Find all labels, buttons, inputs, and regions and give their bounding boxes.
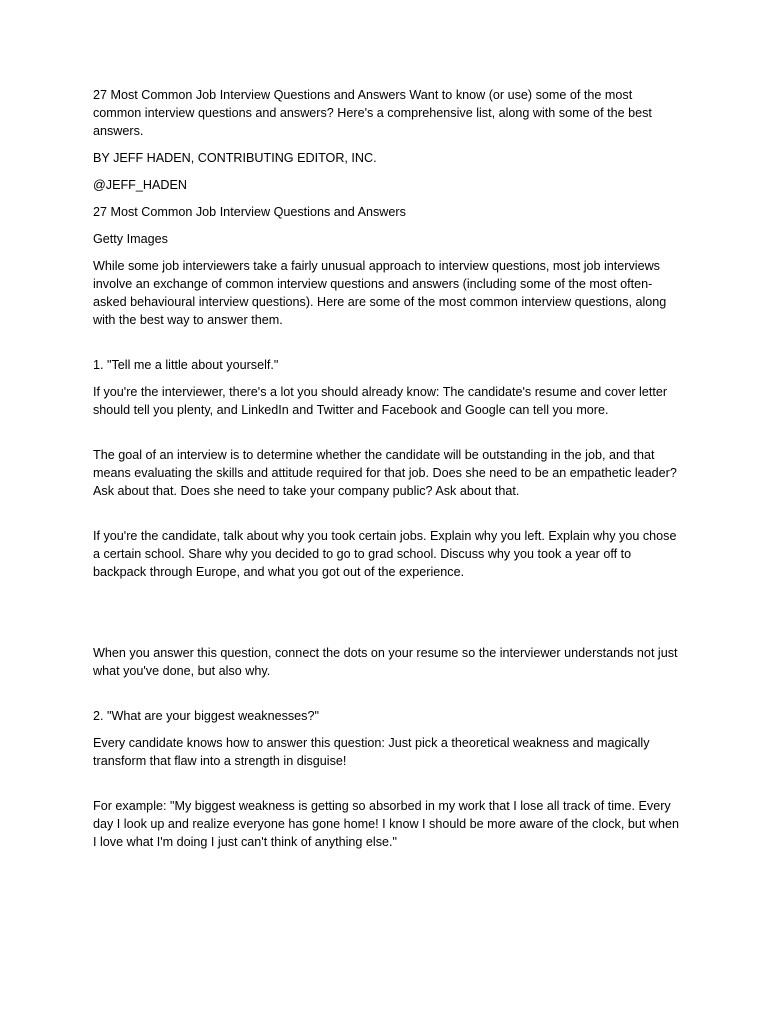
intro-paragraph: 27 Most Common Job Interview Questions and Answers Want to know (or use) some of the most common interview questions and answers? Here's a comprehensive list, along with some of the best answers. xyxy=(93,88,652,138)
lead-paragraph: While some job interviewers take a fairly unusual approach to interview questions, most job interviews involve an exchange of common interview questions and answers (including some of the most often-asked behavioural interview questions). Here are some of the most common interview questions, along with the best way to answer them. xyxy=(93,259,667,327)
question-1-paragraph-2: The goal of an interview is to determine whether the candidate will be outstanding in the job, and that means evaluating the skills and attitude required for that job. Does she need to be an empathetic leader? Ask about that. Does she need to take your company public? Ask about that. xyxy=(93,448,677,498)
question-2-paragraph-1: Every candidate knows how to answer this question: Just pick a theoretical weakness and magically transform that flaw into a strength in disguise! xyxy=(93,736,650,768)
image-credit: Getty Images xyxy=(93,232,168,246)
question-1-paragraph-1: If you're the interviewer, there's a lot you should already know: The candidate's resume and cover letter should tell you plenty, and LinkedIn and Twitter and Facebook and Google can tell you more. xyxy=(93,385,668,417)
question-1-paragraph-4: When you answer this question, connect the dots on your resume so the interviewer understands not just what you've done, but also why. xyxy=(93,646,678,678)
document-page xyxy=(93,86,679,851)
question-1-paragraph-3: If you're the candidate, talk about why you took certain jobs. Explain why you left. Explain why you chose a certain school. Share why you decided to go to grad school. Discuss why you took a year off to backpack through Europe, and what you got out of the experience. xyxy=(93,529,677,579)
question-2-heading: 2. "What are your biggest weaknesses?" xyxy=(93,709,319,723)
author-handle: @JEFF_HADEN xyxy=(93,178,187,192)
byline: BY JEFF HADEN, CONTRIBUTING EDITOR, INC. xyxy=(93,151,377,165)
question-2-paragraph-2: For example: "My biggest weakness is getting so absorbed in my work that I lose all track of time. Every day I look up and realize everyone has gone home! I know I should be more aware of the clock, but when I love what I'm doing I just can't think of anything else." xyxy=(93,799,679,849)
article-title: 27 Most Common Job Interview Questions and Answers xyxy=(93,205,406,219)
question-1-heading: 1. "Tell me a little about yourself." xyxy=(93,358,279,372)
